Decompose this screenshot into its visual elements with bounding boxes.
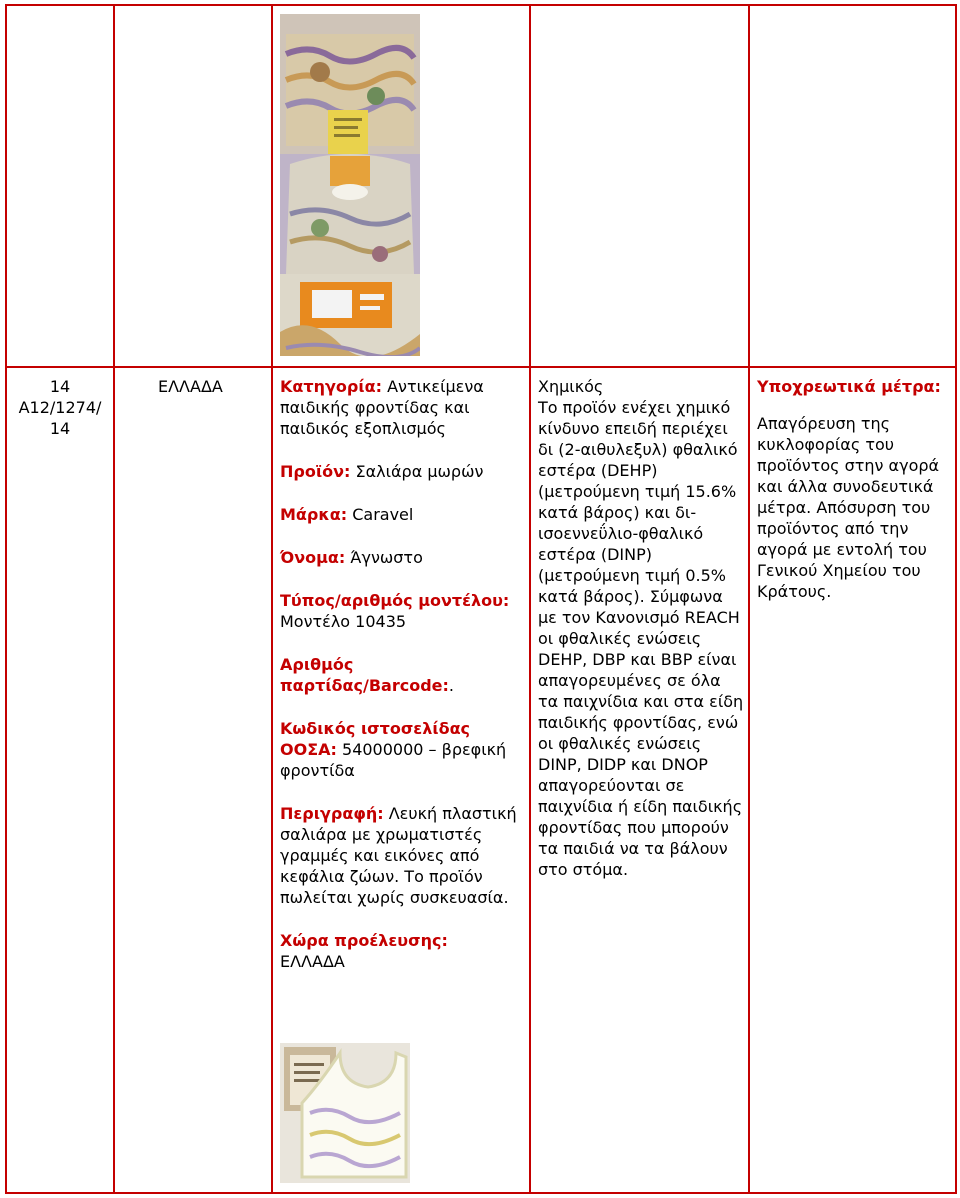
measures-label: Υποχρεωτικά μέτρα: <box>757 377 941 396</box>
description-label: Περιγραφή: <box>280 804 384 823</box>
oecd-label: Κωδικός ιστοσελίδας ΟΟΣΑ: <box>280 719 471 759</box>
category-label: Κατηγορία: <box>280 377 382 396</box>
table-border-col4 <box>748 4 750 1194</box>
row-ref-line2: 14 <box>49 419 71 438</box>
model-field <box>280 590 520 632</box>
name-label: Όνομα: <box>280 548 346 567</box>
product-field <box>280 461 520 482</box>
category-value: Αντικείμενα παιδικής φροντίδας και παιδικός εξοπλισμός <box>280 377 484 438</box>
batch-field <box>280 654 520 696</box>
product-value: Σαλιάρα μωρών <box>355 462 484 481</box>
model-label: Τύπος/αριθμός μοντέλου: <box>280 591 510 610</box>
table-row-divider <box>6 366 956 368</box>
product-photo-top <box>280 14 420 356</box>
row-index: 14 <box>49 377 71 396</box>
name-field <box>280 547 520 568</box>
notifying-country: ΕΛΛΑΔΑ <box>158 377 223 396</box>
product-details-cell <box>280 376 520 994</box>
brand-value: Caravel <box>352 505 414 524</box>
model-value: Μοντέλο 10435 <box>280 612 407 631</box>
table-border-col3 <box>529 4 531 1194</box>
table-border-col2 <box>271 4 273 1194</box>
risk-cell <box>538 376 744 880</box>
description-field <box>280 803 520 908</box>
measures-cell <box>757 376 953 602</box>
product-label: Προϊόν: <box>280 462 351 481</box>
batch-value: . <box>448 676 455 695</box>
description-value: Λευκή πλαστική σαλιάρα με χρωματιστές γραμμές και εικόνες από κεφάλια ζώων. Το προϊόν πωλείται χωρίς συσκευασία. <box>280 804 517 907</box>
origin-field <box>280 930 520 972</box>
table-border-left <box>5 4 7 1194</box>
table-border-right <box>955 4 957 1194</box>
notifying-country-cell <box>158 376 268 397</box>
product-photo-bottom <box>280 1043 410 1183</box>
table-border-top <box>6 4 956 6</box>
brand-field <box>280 504 520 525</box>
brand-label: Μάρκα: <box>280 505 348 524</box>
category-field <box>280 376 520 439</box>
table-border-col1 <box>113 4 115 1194</box>
risk-type: Χημικός <box>538 377 604 396</box>
origin-value: ΕΛΛΑΔΑ <box>280 952 345 971</box>
name-value: Άγνωστο <box>350 548 423 567</box>
batch-label: Αριθμός παρτίδας/Barcode: <box>280 655 449 695</box>
oecd-field <box>280 718 520 781</box>
oecd-value: 54000000 – βρεφική φροντίδα <box>280 740 507 780</box>
row-reference-cell <box>10 376 110 439</box>
measures-description: Απαγόρευση της κυκλοφορίας του προϊόντος στην αγορά και άλλα συνοδευτικά μέτρα. Απόσυρση του προϊόντος από την αγορά με εντολή του Γενικού Χημείου του Κράτους. <box>757 414 940 601</box>
row-ref-line1: A12/1274/ <box>18 398 102 417</box>
origin-label: Χώρα προέλευσης: <box>280 931 448 950</box>
risk-description: Το προϊόν ενέχει χημικό κίνδυνο επειδή περιέχει δι (2-αιθυλεξυλ) φθαλικό εστέρα (DEHP) (μετρούμενη τιμή 15.6% κατά βάρος) και δι-ισοεννεΰλιο-φθαλικό εστέρα (DINP) (μετρούμενη τιμή 0.5% κατά βάρος). Σύμφωνα με τον Κανονισμό REACH οι φθαλικές ενώσεις DEHP, DBP και BBP είναι απαγορευμένες σε όλα τα παιχνίδια και στα είδη παιδικής φροντίδας, ενώ οι φθαλικές ενώσεις DINP, DIDP και DNOP απαγορεύονται σε παιχνίδια ή είδη παιδικής φροντίδας που μπορούν τα παιδιά να τα βάλουν στο στόμα. <box>538 398 744 879</box>
table-border-bottom <box>6 1192 956 1194</box>
